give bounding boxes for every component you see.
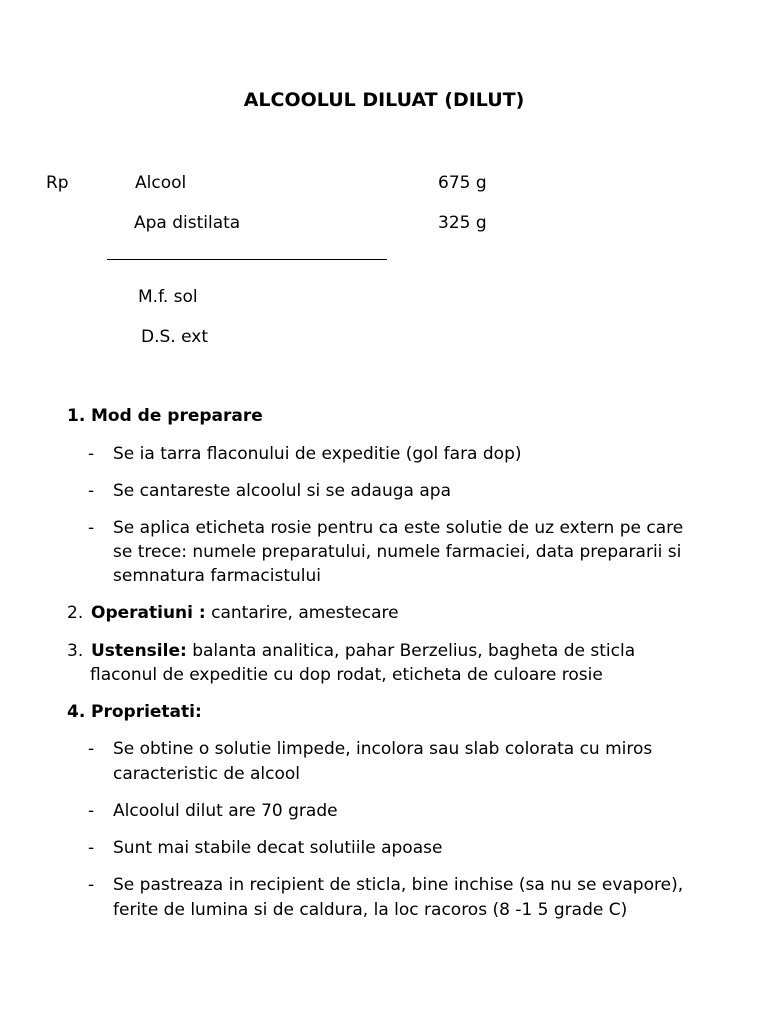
mf-line: M.f. sol [138, 287, 198, 307]
list-item-text: semnatura farmacistului [113, 566, 321, 586]
section-number: 4. [67, 702, 86, 722]
dash-marker: - [88, 875, 95, 895]
dash-marker: - [88, 444, 95, 464]
list-item-text: Alcoolul dilut are 70 grade [113, 801, 338, 821]
dash-marker: - [88, 739, 95, 759]
list-item-text: caracteristic de alcool [113, 764, 301, 784]
section-text: cantarire, amestecare [205, 603, 399, 623]
prescription-divider [107, 259, 387, 260]
section-number: 1. [67, 406, 86, 426]
section-heading: Mod de preparare [91, 406, 263, 426]
list-item-text: Se cantareste alcoolul si se adauga apa [113, 481, 451, 501]
section-text-continued: flaconul de expeditie cu dop rodat, eticheta de culoare rosie [90, 665, 603, 685]
list-item-text: Se obtine o solutie limpede, incolora sau slab colorata cu miros [113, 739, 653, 759]
ingredient-name: Apa distilata [134, 213, 241, 233]
list-item-text: se trece: numele preparatului, numele farmaciei, data prepararii si [113, 542, 682, 562]
section-number: 2. [67, 603, 84, 623]
ds-line: D.S. ext [141, 327, 208, 347]
list-item-text: ferite de lumina si de caldura, la loc racoros (8 -1 5 grade C) [113, 900, 628, 920]
section-heading: Ustensile: [91, 641, 187, 661]
page-title: ALCOOLUL DILUAT (DILUT) [243, 89, 525, 111]
dash-marker: - [88, 838, 95, 858]
dash-marker: - [88, 518, 95, 538]
section-heading: Operatiuni : [91, 603, 206, 623]
list-item-text: Se aplica eticheta rosie pentru ca este solutie de uz extern pe care [113, 518, 684, 538]
dash-marker: - [88, 801, 95, 821]
section-line [91, 640, 635, 662]
section-heading: Proprietati: [91, 702, 202, 722]
section-number: 3. [67, 641, 84, 661]
ingredient-amount: 325 g [438, 213, 487, 233]
list-item-text: Se pastreaza in recipient de sticla, bine inchise (sa nu se evapore), [113, 875, 684, 895]
rp-label: Rp [46, 173, 69, 193]
list-item-text: Sunt mai stabile decat solutiile apoase [113, 838, 443, 858]
section-text: balanta analitica, pahar Berzelius, bagheta de sticla [186, 641, 636, 661]
list-item-text: Se ia tarra flaconului de expeditie (gol fara dop) [113, 444, 522, 464]
ingredient-amount: 675 g [438, 173, 487, 193]
ingredient-name: Alcool [135, 173, 187, 193]
dash-marker: - [88, 481, 95, 501]
section-line [91, 602, 399, 624]
